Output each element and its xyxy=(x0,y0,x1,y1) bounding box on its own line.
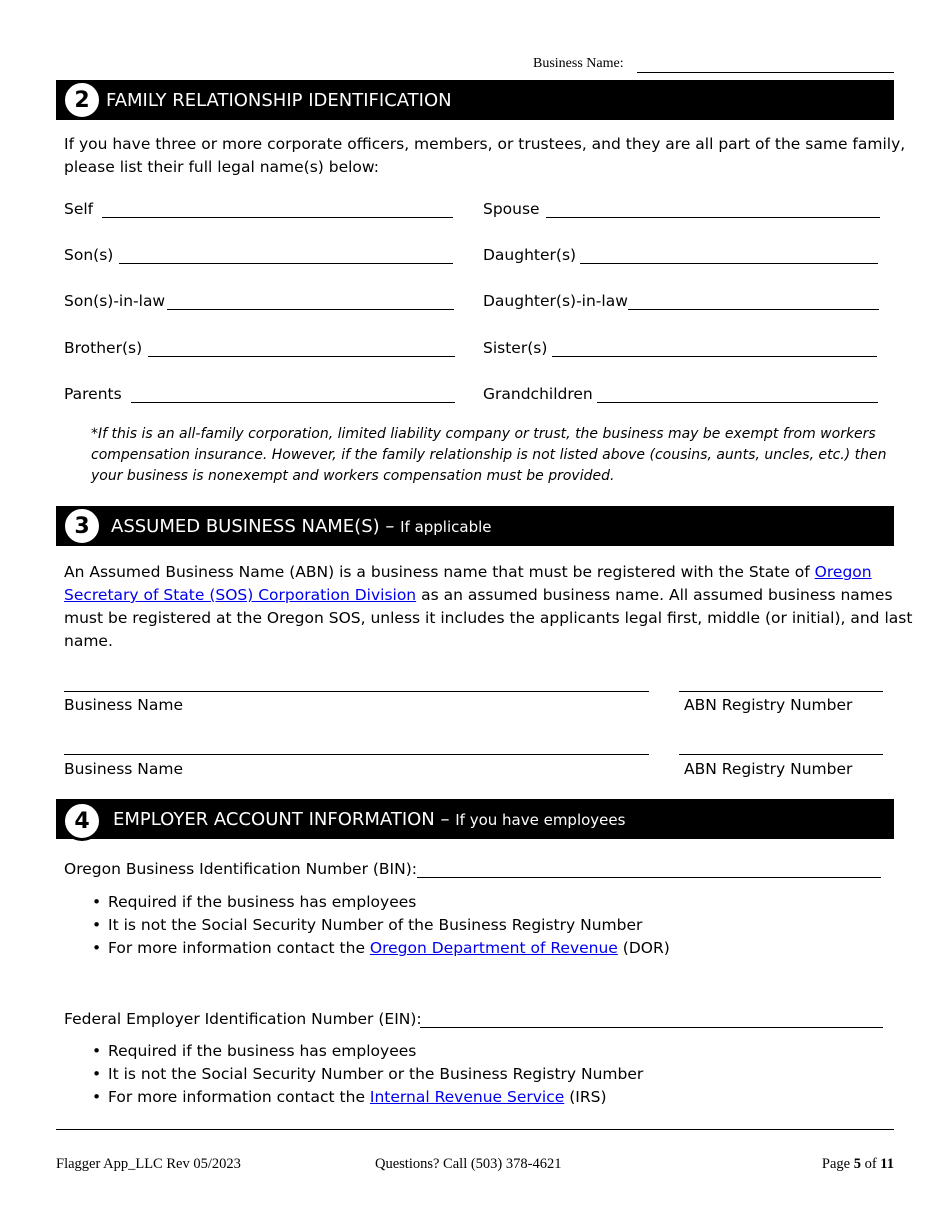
abn-registry-number-field-1[interactable] xyxy=(679,691,883,692)
ein-field[interactable] xyxy=(420,1027,883,1028)
abn-registry-number-label-2: ABN Registry Number xyxy=(684,760,853,778)
section-3-subtitle: If applicable xyxy=(400,518,492,536)
section-4-header xyxy=(56,799,894,839)
field-daughters-in-law[interactable] xyxy=(628,309,879,310)
header-business-name-field[interactable] xyxy=(637,72,894,73)
field-label-sisters: Sister(s) xyxy=(483,339,548,357)
header-business-name-label: Business Name: xyxy=(533,56,624,71)
bin-label: Oregon Business Identification Number (BIN): xyxy=(64,860,417,878)
internal-revenue-service-link[interactable]: Internal Revenue Service xyxy=(369,1088,565,1106)
bin-bullet-2: • It is not the Social Security Number of the Business Registry Number xyxy=(92,914,670,937)
ein-bullet-1: • Required if the business has employees xyxy=(92,1040,643,1063)
section-2-intro-line1: If you have three or more corporate officers, members, or trustees, and they are all part of the same family, xyxy=(64,135,906,153)
field-sisters[interactable] xyxy=(552,356,877,357)
field-parents[interactable] xyxy=(131,402,455,403)
ein-bullet-list xyxy=(92,1040,643,1109)
section-2-note-line2: compensation insurance. However, if the family relationship is not listed above (cousins, aunts, uncles, etc.) then xyxy=(91,447,887,463)
field-label-sons-in-law: Son(s)-in-law xyxy=(64,292,166,310)
abn-business-name-field-1[interactable] xyxy=(64,691,649,692)
field-spouse[interactable] xyxy=(546,217,880,218)
section-3-paragraph-line4: name. xyxy=(64,632,113,650)
field-label-daughters: Daughter(s) xyxy=(483,246,577,264)
section-3-title: ASSUMED BUSINESS NAME(S) – If applicable xyxy=(111,516,492,537)
section-2-header xyxy=(56,80,894,120)
field-sons-in-law[interactable] xyxy=(167,309,454,310)
section-3-paragraph-line2: Secretary of State (SOS) Corporation Division as an assumed business name. All assumed business names xyxy=(64,586,893,604)
section-2-note-line1: *If this is an all-family corporation, limited liability company or trust, the business may be exempt from workers xyxy=(91,426,876,442)
section-2-title: FAMILY RELATIONSHIP IDENTIFICATION xyxy=(106,90,452,111)
abn-business-name-label-1: Business Name xyxy=(64,696,184,714)
section-3-header xyxy=(56,506,894,546)
footer-page-number: Page 5 of 11 xyxy=(821,1156,894,1172)
footer-divider xyxy=(56,1129,894,1130)
footer-form-id: Flagger App_LLC Rev 05/2023 xyxy=(56,1156,241,1172)
section-2-intro-line2: please list their full legal name(s) below: xyxy=(64,158,379,176)
bin-bullet-list xyxy=(92,891,670,960)
field-label-parents: Parents xyxy=(64,385,122,403)
field-brothers[interactable] xyxy=(148,356,455,357)
section-2-note-line3: your business is nonexempt and workers compensation must be provided. xyxy=(91,468,615,484)
section-3-paragraph-line3: must be registered at the Oregon SOS, unless it includes the applicants legal first, middle (or initial), and last xyxy=(64,609,913,627)
bin-bullet-1: • Required if the business has employees xyxy=(92,891,670,914)
field-label-self: Self xyxy=(64,200,94,218)
field-self[interactable] xyxy=(102,217,453,218)
field-sons[interactable] xyxy=(119,263,453,264)
field-daughters[interactable] xyxy=(580,263,878,264)
ein-bullet-2: • It is not the Social Security Number or the Business Registry Number xyxy=(92,1063,643,1086)
bin-field[interactable] xyxy=(417,877,881,878)
abn-registry-number-field-2[interactable] xyxy=(679,754,883,755)
field-label-spouse: Spouse xyxy=(483,200,540,218)
abn-business-name-label-2: Business Name xyxy=(64,760,184,778)
abn-business-name-field-2[interactable] xyxy=(64,754,649,755)
field-label-brothers: Brother(s) xyxy=(64,339,143,357)
section-3-paragraph-line1: An Assumed Business Name (ABN) is a business name that must be registered with the State of Oregon xyxy=(64,563,872,581)
sos-corporation-division-link[interactable]: Secretary of State (SOS) Corporation Division xyxy=(64,586,417,604)
bin-bullet-3: • For more information contact the Oregon Department of Revenue (DOR) xyxy=(92,937,670,960)
field-label-grandchildren: Grandchildren xyxy=(483,385,593,403)
ein-label: Federal Employer Identification Number (EIN): xyxy=(64,1010,422,1028)
oregon-department-of-revenue-link[interactable]: Oregon Department of Revenue xyxy=(369,939,618,957)
section-2-number-badge: 2 xyxy=(62,80,102,120)
ein-bullet-3: • For more information contact the Internal Revenue Service (IRS) xyxy=(92,1086,643,1109)
field-label-daughters-in-law: Daughter(s)-in-law xyxy=(483,292,628,310)
footer-questions-phone: Questions? Call (503) 378-4621 xyxy=(375,1156,562,1172)
section-4-number-badge: 4 xyxy=(62,801,102,841)
section-3-number-badge: 3 xyxy=(62,506,102,546)
section-4-title: EMPLOYER ACCOUNT INFORMATION – If you have employees xyxy=(113,809,626,830)
section-4-subtitle: If you have employees xyxy=(455,811,626,829)
field-grandchildren[interactable] xyxy=(597,402,878,403)
oregon-link[interactable]: Oregon xyxy=(814,563,872,581)
abn-registry-number-label-1: ABN Registry Number xyxy=(684,696,853,714)
field-label-sons: Son(s) xyxy=(64,246,114,264)
